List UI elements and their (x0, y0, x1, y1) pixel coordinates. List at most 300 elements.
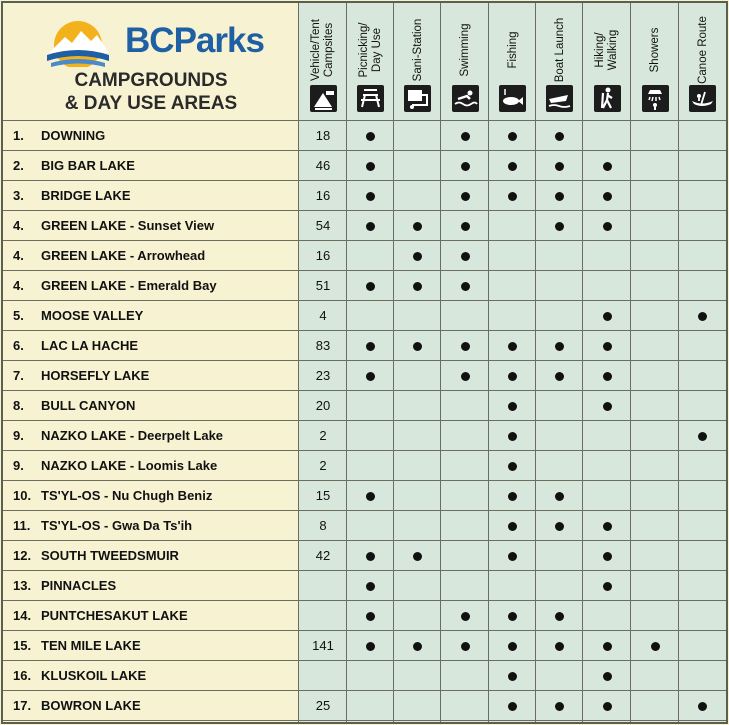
column-header (394, 3, 441, 120)
facility-cell (347, 661, 394, 691)
row-number: 12. (13, 548, 32, 563)
park-name: BOWRON LAKE (41, 698, 141, 713)
row-divider (3, 180, 728, 181)
row-number: 3. (13, 188, 24, 203)
shower-icon (642, 85, 669, 112)
facility-cell (631, 421, 679, 451)
facility-cell (536, 181, 583, 211)
facility-cell (583, 631, 631, 661)
facility-cell (631, 151, 679, 181)
facility-cell (583, 271, 631, 301)
row-number: 9. (13, 428, 24, 443)
facility-cell (394, 181, 441, 211)
subtitle-line-1: CAMPGROUNDS (74, 70, 228, 91)
facility-cell (536, 571, 583, 601)
facility-available-dot (413, 642, 422, 651)
row-divider (3, 420, 728, 421)
facility-cell (536, 421, 583, 451)
facility-available-dot (698, 432, 707, 441)
facility-cell (536, 481, 583, 511)
facility-cell (441, 421, 489, 451)
facility-cell (583, 211, 631, 241)
facility-cell (536, 211, 583, 241)
facility-cell (347, 301, 394, 331)
column-header-label: Vehicle/Tent Campsites (310, 19, 335, 82)
facility-available-dot (603, 162, 612, 171)
facility-cell (583, 451, 631, 481)
facility-cell (679, 421, 726, 451)
campsite-count: 8 (319, 518, 327, 533)
facility-cell (489, 631, 536, 661)
column-header-label: Boat Launch (553, 17, 565, 83)
facility-cell (441, 541, 489, 571)
column-header-label: Canoe Route (696, 16, 708, 84)
facility-available-dot (508, 552, 517, 561)
facility-cell (679, 211, 726, 241)
facility-cell (679, 361, 726, 391)
facility-available-dot (461, 252, 470, 261)
column-divider (440, 3, 441, 724)
facility-cell (441, 451, 489, 481)
facility-cell (679, 391, 726, 421)
facility-available-dot (461, 282, 470, 291)
facility-available-dot (603, 312, 612, 321)
facility-cell (347, 211, 394, 241)
row-divider (3, 690, 728, 691)
swimmer-icon (452, 85, 479, 112)
facility-cell (489, 391, 536, 421)
facility-cell (583, 511, 631, 541)
column-header (631, 3, 679, 120)
facility-available-dot (461, 642, 470, 651)
facility-available-dot (555, 192, 564, 201)
park-name: TS'YL-OS - Nu Chugh Beniz (41, 488, 213, 503)
row-number: 13. (13, 578, 32, 593)
facility-available-dot (366, 282, 375, 291)
facility-available-dot (698, 312, 707, 321)
campsite-count: 23 (315, 368, 331, 383)
facility-cell (394, 361, 441, 391)
facility-available-dot (366, 222, 375, 231)
row-number: 2. (13, 158, 24, 173)
facility-cell (536, 391, 583, 421)
row-divider (3, 630, 728, 631)
facility-available-dot (461, 132, 470, 141)
campsite-count: 25 (315, 698, 331, 713)
row-divider (3, 510, 728, 511)
facility-available-dot (603, 672, 612, 681)
facility-available-dot (603, 702, 612, 711)
facility-cell (583, 691, 631, 721)
facility-cell (489, 421, 536, 451)
facility-available-dot (461, 612, 470, 621)
facility-available-dot (366, 372, 375, 381)
park-name: LAC LA HACHE (41, 338, 139, 353)
row-divider (3, 390, 728, 391)
facility-cell (631, 601, 679, 631)
facility-cell (679, 151, 726, 181)
facility-cell (394, 151, 441, 181)
facility-cell (679, 301, 726, 331)
facility-cell (394, 631, 441, 661)
facility-cell (489, 151, 536, 181)
row-divider (3, 300, 728, 301)
facility-cell (394, 241, 441, 271)
facility-cell (536, 301, 583, 331)
facility-cell (536, 601, 583, 631)
campsite-count: 46 (315, 158, 331, 173)
facility-cell (441, 271, 489, 301)
facility-cell (536, 151, 583, 181)
facility-cell (441, 691, 489, 721)
column-divider (346, 3, 347, 724)
park-name: PUNTCHESAKUT LAKE (41, 608, 188, 623)
column-divider (535, 3, 536, 724)
fish-icon (499, 85, 526, 112)
facility-cell (394, 571, 441, 601)
row-number: 10. (13, 488, 32, 503)
facility-cell (536, 451, 583, 481)
facility-cell (679, 571, 726, 601)
facility-available-dot (603, 522, 612, 531)
facility-cell (394, 211, 441, 241)
facility-available-dot (555, 702, 564, 711)
brand-prefix: BC (125, 21, 174, 60)
facility-cell (489, 211, 536, 241)
facility-cell (679, 601, 726, 631)
picnic-table-icon (357, 85, 384, 112)
campsite-count: 2 (319, 458, 327, 473)
facility-cell (394, 541, 441, 571)
column-divider (582, 3, 583, 724)
facility-cell (679, 331, 726, 361)
row-divider (3, 360, 728, 361)
facility-cell (679, 511, 726, 541)
facility-cell (347, 421, 394, 451)
column-header-label: Showers (648, 27, 661, 73)
row-number: 6. (13, 338, 24, 353)
campsite-count: 54 (315, 218, 331, 233)
column-header (299, 3, 347, 120)
facility-available-dot (366, 162, 375, 171)
park-name: NAZKO LAKE - Deerpelt Lake (41, 428, 224, 443)
facility-cell (441, 601, 489, 631)
canoe-icon (689, 85, 716, 112)
facility-available-dot (508, 462, 517, 471)
facility-cell (489, 541, 536, 571)
facility-cell (441, 241, 489, 271)
facility-available-dot (508, 522, 517, 531)
facility-cell (347, 361, 394, 391)
campsite-count (299, 661, 347, 691)
facility-cell (489, 451, 536, 481)
facility-available-dot (603, 402, 612, 411)
facility-cell (583, 601, 631, 631)
campsite-count (299, 601, 347, 631)
park-name: TEN MILE LAKE (41, 638, 141, 653)
facility-available-dot (366, 642, 375, 651)
facility-available-dot (366, 552, 375, 561)
facility-available-dot (555, 612, 564, 621)
facility-available-dot (698, 702, 707, 711)
facility-cell (679, 631, 726, 661)
facility-cell (631, 361, 679, 391)
facility-cell (489, 691, 536, 721)
facility-cell (489, 301, 536, 331)
column-header (347, 3, 394, 120)
facility-cell (489, 241, 536, 271)
park-name: TS'YL-OS - Gwa Da Ts'ih (41, 518, 193, 533)
facility-cell (631, 331, 679, 361)
row-number: 17. (13, 698, 32, 713)
row-divider (3, 480, 728, 481)
park-name: NAZKO LAKE - Loomis Lake (41, 458, 218, 473)
facility-cell (489, 271, 536, 301)
facility-cell (583, 481, 631, 511)
facility-cell (347, 391, 394, 421)
facility-available-dot (603, 342, 612, 351)
facility-cell (441, 481, 489, 511)
row-divider (3, 660, 728, 661)
column-header-label: Sani-Station (411, 18, 423, 82)
facility-cell (583, 121, 631, 151)
campsite-count: 16 (315, 188, 331, 203)
park-name: HORSEFLY LAKE (41, 368, 150, 383)
park-name: BULL CANYON (41, 398, 136, 413)
facility-cell (679, 271, 726, 301)
park-name: BRIDGE LAKE (41, 188, 131, 203)
park-name: GREEN LAKE - Sunset View (41, 218, 215, 233)
column-header-label: Hiking/ Walking (594, 29, 619, 71)
row-divider (3, 600, 728, 601)
row-number: 7. (13, 368, 24, 383)
hiker-icon (594, 85, 621, 112)
facility-cell (583, 241, 631, 271)
campsite-count: 20 (315, 398, 331, 413)
facility-cell (347, 541, 394, 571)
facility-cell (631, 301, 679, 331)
facility-available-dot (413, 342, 422, 351)
facility-cell (489, 601, 536, 631)
facility-cell (489, 481, 536, 511)
facility-cell (394, 331, 441, 361)
header-divider (3, 120, 728, 121)
row-number: 1. (13, 128, 24, 143)
facility-available-dot (366, 582, 375, 591)
facility-cell (347, 691, 394, 721)
campsite-count: 51 (315, 278, 331, 293)
facility-cell (441, 121, 489, 151)
facility-cell (489, 181, 536, 211)
campsite-count: 18 (315, 128, 331, 143)
column-divider (488, 3, 489, 724)
facility-available-dot (366, 612, 375, 621)
facility-cell (347, 121, 394, 151)
column-header-label: Picnicking/ Day Use (357, 22, 383, 78)
row-divider (3, 330, 728, 331)
facility-cell (583, 331, 631, 361)
facility-cell (489, 661, 536, 691)
bc-parks-logo-icon (39, 15, 117, 67)
facility-available-dot (555, 522, 564, 531)
facility-cell (441, 661, 489, 691)
facility-cell (631, 481, 679, 511)
park-name: GREEN LAKE - Emerald Bay (41, 278, 217, 293)
facility-cell (394, 301, 441, 331)
facility-cell (489, 361, 536, 391)
facility-cell (347, 181, 394, 211)
facility-cell (394, 121, 441, 151)
facility-cell (394, 661, 441, 691)
facility-cell (394, 511, 441, 541)
facility-cell (394, 451, 441, 481)
facility-cell (489, 511, 536, 541)
facilities-table (1, 1, 728, 724)
row-divider (3, 270, 728, 271)
column-divider (393, 3, 394, 724)
column-header (679, 3, 726, 120)
facility-cell (679, 661, 726, 691)
facility-cell (583, 151, 631, 181)
facility-available-dot (508, 702, 517, 711)
facility-available-dot (461, 342, 470, 351)
facility-cell (347, 331, 394, 361)
facility-available-dot (461, 162, 470, 171)
park-name: BIG BAR LAKE (41, 158, 135, 173)
bc-parks-wordmark (125, 23, 264, 58)
facility-cell (441, 331, 489, 361)
campsite-count: 15 (315, 488, 331, 503)
facility-cell (583, 391, 631, 421)
facility-available-dot (555, 342, 564, 351)
facility-cell (441, 631, 489, 661)
row-number: 4. (13, 248, 24, 263)
facility-available-dot (555, 222, 564, 231)
facility-cell (679, 241, 726, 271)
facility-available-dot (603, 582, 612, 591)
park-name: KLUSKOIL LAKE (41, 668, 147, 683)
facility-available-dot (366, 192, 375, 201)
facility-cell (347, 631, 394, 661)
facility-cell (631, 451, 679, 481)
facility-available-dot (413, 282, 422, 291)
column-divider (678, 3, 679, 724)
page-subtitle (3, 69, 299, 115)
row-divider (3, 720, 728, 721)
facility-cell (441, 571, 489, 601)
facility-available-dot (366, 342, 375, 351)
facility-available-dot (413, 552, 422, 561)
row-divider (3, 570, 728, 571)
park-name: SOUTH TWEEDSMUIR (41, 548, 179, 563)
facility-available-dot (508, 372, 517, 381)
facility-cell (679, 181, 726, 211)
facility-cell (536, 121, 583, 151)
facility-available-dot (508, 642, 517, 651)
facility-cell (536, 361, 583, 391)
facility-cell (631, 661, 679, 691)
facility-cell (631, 181, 679, 211)
facility-cell (583, 301, 631, 331)
facility-available-dot (461, 222, 470, 231)
campsite-count: 83 (315, 338, 331, 353)
facility-cell (347, 601, 394, 631)
facility-cell (394, 481, 441, 511)
facility-cell (679, 481, 726, 511)
campsite-count: 16 (315, 248, 331, 263)
facility-cell (441, 181, 489, 211)
facility-cell (441, 301, 489, 331)
facility-available-dot (461, 372, 470, 381)
boat-launch-icon (546, 85, 573, 112)
facility-cell (536, 661, 583, 691)
column-header-label: Swimming (458, 23, 471, 77)
facility-available-dot (555, 492, 564, 501)
facility-cell (441, 361, 489, 391)
facility-cell (394, 391, 441, 421)
facility-cell (631, 241, 679, 271)
campsite-count: 2 (319, 428, 327, 443)
facility-cell (679, 451, 726, 481)
facility-cell (631, 511, 679, 541)
facility-cell (536, 271, 583, 301)
column-divider (298, 3, 299, 724)
column-header (441, 3, 489, 120)
facility-cell (441, 391, 489, 421)
facility-available-dot (508, 402, 517, 411)
facility-available-dot (508, 192, 517, 201)
facility-cell (489, 121, 536, 151)
row-divider (3, 210, 728, 211)
row-number: 16. (13, 668, 32, 683)
row-number: 4. (13, 218, 24, 233)
column-header (536, 3, 583, 120)
facility-available-dot (508, 672, 517, 681)
facility-cell (631, 271, 679, 301)
facility-cell (536, 541, 583, 571)
row-number: 14. (13, 608, 32, 623)
facility-available-dot (413, 252, 422, 261)
facility-cell (631, 691, 679, 721)
facility-cell (583, 661, 631, 691)
facility-cell (441, 211, 489, 241)
facility-available-dot (508, 492, 517, 501)
facility-available-dot (413, 222, 422, 231)
facility-available-dot (508, 432, 517, 441)
column-header (489, 3, 536, 120)
park-name: MOOSE VALLEY (41, 308, 144, 323)
facility-cell (631, 541, 679, 571)
facility-cell (536, 631, 583, 661)
row-number: 8. (13, 398, 24, 413)
facility-cell (536, 241, 583, 271)
row-number: 4. (13, 278, 24, 293)
campsite-count: 4 (319, 308, 327, 323)
row-divider (3, 240, 728, 241)
facility-available-dot (508, 162, 517, 171)
facility-available-dot (603, 222, 612, 231)
park-name: DOWNING (41, 128, 106, 143)
row-number: 5. (13, 308, 24, 323)
column-header (583, 3, 631, 120)
row-number: 9. (13, 458, 24, 473)
facility-cell (441, 511, 489, 541)
facility-cell (631, 211, 679, 241)
facility-available-dot (508, 132, 517, 141)
row-number: 15. (13, 638, 32, 653)
campsite-count: 141 (312, 638, 334, 653)
facility-available-dot (603, 372, 612, 381)
